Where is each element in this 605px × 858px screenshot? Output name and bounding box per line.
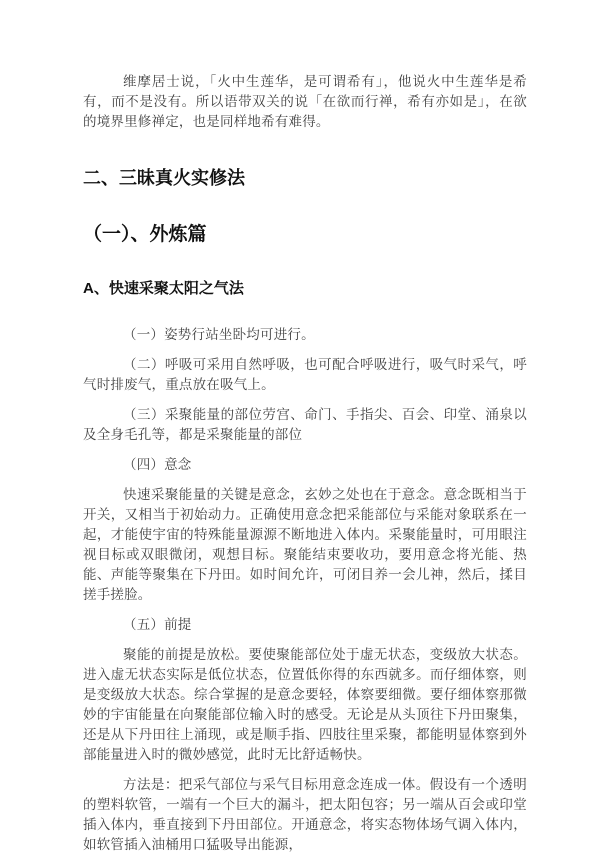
section-heading: 二、三昧真火实修法 — [83, 168, 245, 188]
step-locations-paragraph: （三）采聚能量的部位劳宫、命门、手指尖、百会、印堂、涌泉以及全身毛孔等，都是采聚能量的部位 — [83, 407, 527, 442]
step-breathing-paragraph: （二）呼吸可采用自然呼吸，也可配合呼吸进行，吸气时采气，呼气时排废气，重点放在吸气上。 — [83, 357, 527, 392]
intro-paragraph: 维摩居士说，「火中生莲华，是可谓希有」，他说火中生莲华是希有，而不是没有。所以语带双关的说「在欲而行禅，希有亦如是」，在欲的境界里修禅定，也是同样地希有难得。 — [83, 74, 527, 129]
premise-detail-paragraph: 聚能的前提是放松。要使聚能部位处于虚无状态，变级放大状态。进入虚无状态实际是低位状态，位置低你得的东西就多。而仔细体察，则是变级放大状态。综合掌握的是意念要轻，体察要细微。要仔细体察那微妙的宇宙能量在向聚能部位输入时的感受。无论是从头顶往下丹田聚集，还是从下丹田往上涌现，或是顺手指、四肢往里采聚，都能明显体察到外部能量进入时的微妙感觉，此时无比舒适畅快。 — [83, 647, 527, 762]
intent-detail-paragraph: 快速采聚能量的关键是意念，玄妙之处也在于意念。意念既相当于开关，又相当于初始动力。正确使用意念把采能部位与采能对象联系在一起，才能使宇宙的特殊能量源源不断地进入体内。采聚能量时，可用眼注视目标或双眼微闭，观想目标。聚能结束要收功，要用意念将光能、热能、声能等聚集在下丹田。如时间允许，可闭目养一会儿神，然后，揉目搓手搓脸。 — [83, 487, 527, 602]
subsection-heading: （一）、外炼篇 — [83, 224, 207, 245]
method-heading: A、快速采聚太阳之气法 — [83, 280, 244, 297]
step-premise-label: （五）前提 — [123, 617, 192, 632]
method-detail-paragraph: 方法是：把采气部位与采气目标用意念连成一体。假设有一个透明的塑料软管，一端有一个巨大的漏斗，把太阳包容；另一端从百会或印堂插入体内，垂直接到下丹田部位。开通意念，将实态物体场气调入体内，如软管插入油桶用口猛吸导出能源， — [83, 777, 527, 852]
step-intent-label: （四）意念 — [123, 457, 192, 472]
document-content — [83, 0, 527, 855]
step-posture-paragraph: （一）姿势行站坐卧均可进行。 — [123, 327, 315, 342]
